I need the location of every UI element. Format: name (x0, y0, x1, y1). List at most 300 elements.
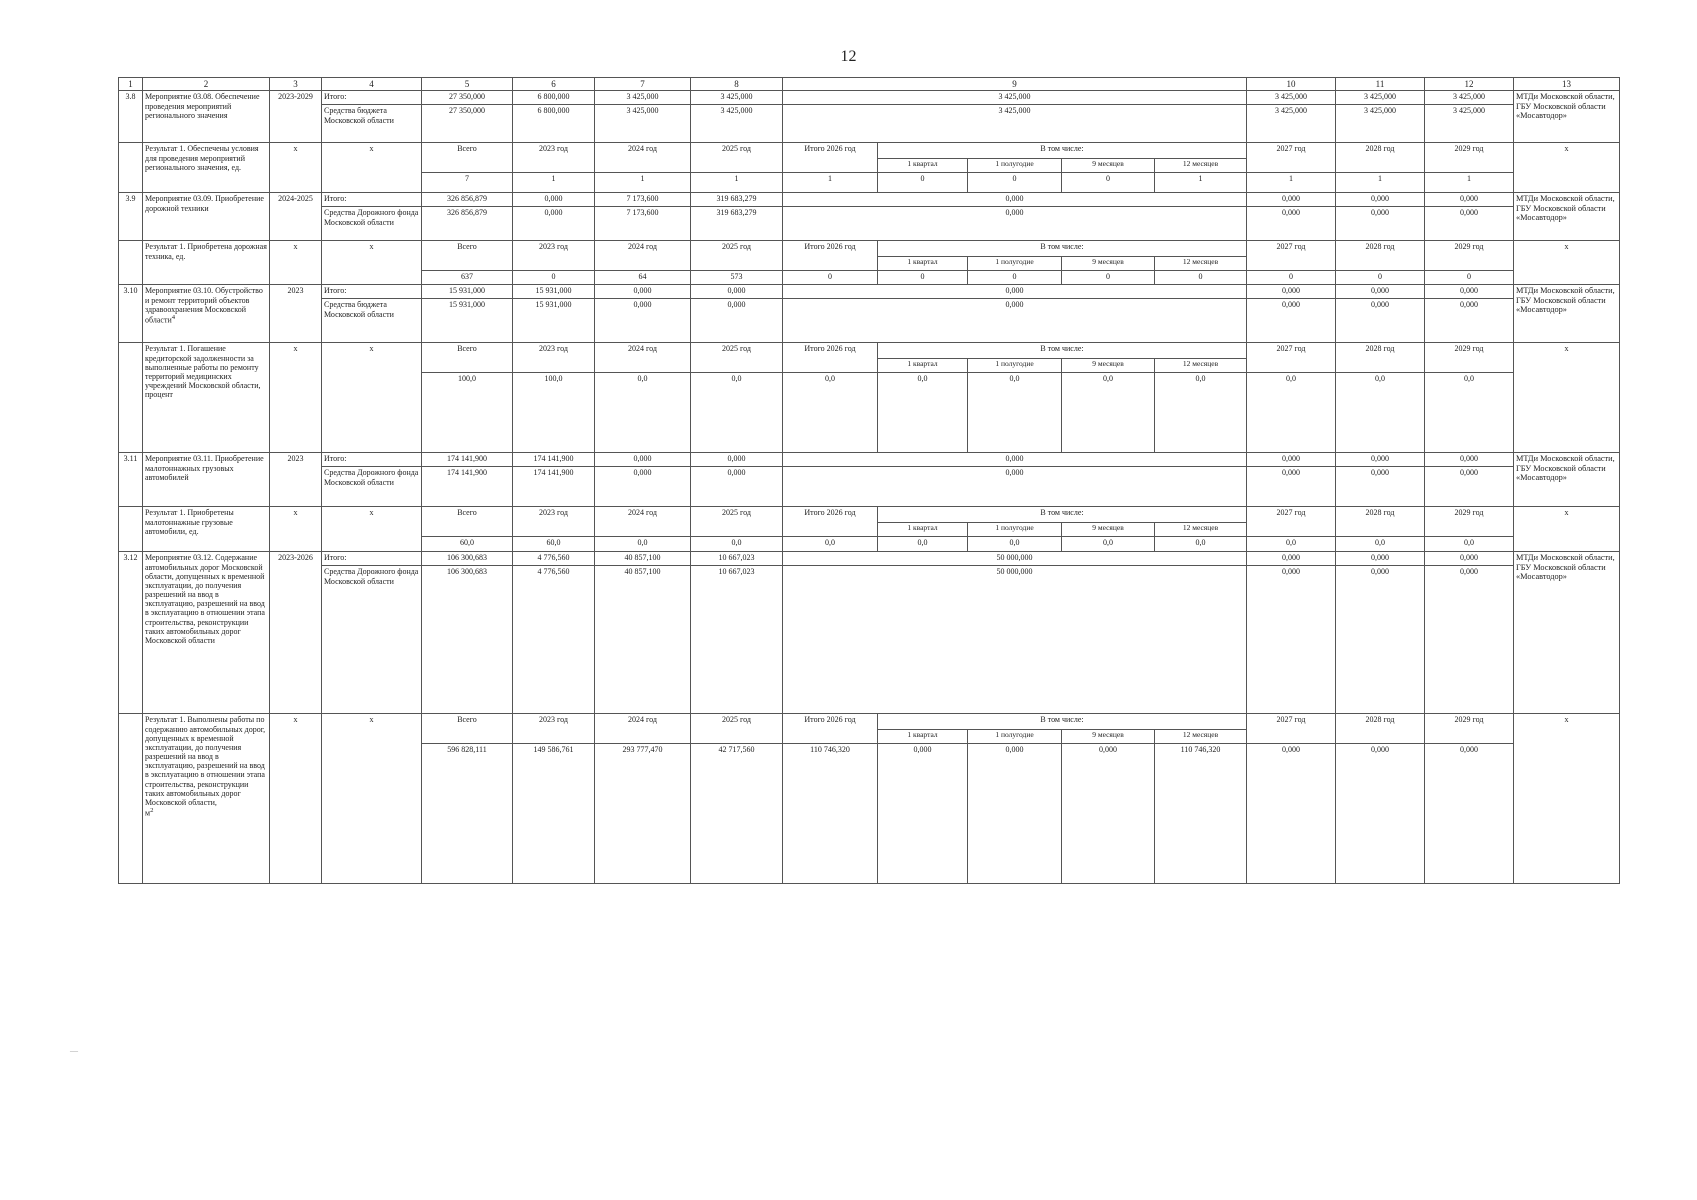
result-value: 0,0 (1247, 373, 1336, 453)
result-col-header: 2028 год (1336, 143, 1425, 173)
result-value: 573 (691, 271, 783, 285)
result-value: 1 (691, 173, 783, 193)
result-value: 110 746,320 (783, 744, 878, 884)
total-value: 7 173,600 (595, 193, 691, 207)
result-col-header: 2027 год (1247, 507, 1336, 537)
result-period-header: 1 полугодие (968, 159, 1062, 173)
result-value: 1 (783, 173, 878, 193)
source-value: 0,000 (1425, 207, 1514, 241)
total-value: 3 425,000 (595, 91, 691, 105)
result-col-header: 2028 год (1336, 507, 1425, 537)
executor: МТДи Московской области, ГБУ Московской области «Мосавтодор» (1514, 193, 1620, 241)
result-x: х (322, 343, 422, 453)
result-value: 100,0 (422, 373, 513, 453)
result-col-header: Всего (422, 714, 513, 744)
result-including-header: В том числе: (878, 714, 1247, 730)
total-value-2026: 3 425,000 (783, 91, 1247, 105)
result-x: х (322, 714, 422, 884)
total-value: 10 667,023 (691, 552, 783, 566)
measure-name (143, 285, 270, 343)
source-value: 0,000 (1425, 299, 1514, 343)
col-number: 6 (513, 78, 595, 91)
source-value: 15 931,000 (513, 299, 595, 343)
source-value: 0,000 (595, 467, 691, 507)
result-value: 0,0 (968, 373, 1062, 453)
result-x: х (322, 143, 422, 193)
result-value: 100,0 (513, 373, 595, 453)
result-period-header: 1 квартал (878, 359, 968, 373)
result-unit-sup: 2 (150, 807, 154, 815)
total-value: 0,000 (595, 453, 691, 467)
result-x: х (270, 507, 322, 552)
result-x: х (322, 507, 422, 552)
total-value: 0,000 (1336, 552, 1425, 566)
result-including-header: В том числе: (878, 507, 1247, 523)
result-col-header: 2029 год (1425, 343, 1514, 373)
total-value: 0,000 (513, 193, 595, 207)
result-value: 0 (878, 173, 968, 193)
result-value: 0,0 (1062, 373, 1155, 453)
result-value: 7 (422, 173, 513, 193)
result-period-header: 9 месяцев (1062, 159, 1155, 173)
result-period-header: 9 месяцев (1062, 730, 1155, 744)
result-value: 0 (783, 271, 878, 285)
measure-name-text: Мероприятие 03.09. Приобретение дорожной техники (145, 194, 264, 213)
executor: МТДи Московской области, ГБУ Московской области «Мосавтодор» (1514, 285, 1620, 343)
measure-period: 2023 (270, 453, 322, 507)
measure-period: 2023 (270, 285, 322, 343)
result-col-header: 2027 год (1247, 241, 1336, 271)
result-col-header: 2027 год (1247, 714, 1336, 744)
result-value: 1 (1155, 173, 1247, 193)
executor: МТДи Московской области, ГБУ Московской области «Мосавтодор» (1514, 453, 1620, 507)
result-period-header: 12 месяцев (1155, 159, 1247, 173)
result-col-header: 2029 год (1425, 714, 1514, 744)
measure-period: 2023-2029 (270, 91, 322, 143)
col-number: 13 (1514, 78, 1620, 91)
total-value: 0,000 (1425, 552, 1514, 566)
funding-source: Средства Дорожного фонда Московской области (322, 467, 422, 507)
measure-period: 2024-2025 (270, 193, 322, 241)
result-period-header: 1 квартал (878, 257, 968, 271)
source-value: 0,000 (513, 207, 595, 241)
result-name-text: Результат 1. Обеспечены условия для проведения мероприятий регионального значения, ед. (145, 144, 259, 172)
result-x: х (270, 143, 322, 193)
result-period-header: 1 полугодие (968, 359, 1062, 373)
result-value: 60,0 (513, 537, 595, 552)
result-col-header: 2023 год (513, 343, 595, 373)
funding-source: Средства Дорожного фонда Московской области (322, 207, 422, 241)
result-period-header: 1 полугодие (968, 523, 1062, 537)
measure-number: 3.8 (119, 91, 143, 143)
result-value: 637 (422, 271, 513, 285)
result-period-header: 12 месяцев (1155, 523, 1247, 537)
result-value: 0 (1247, 271, 1336, 285)
total-value: 0,000 (1425, 285, 1514, 299)
measure-total-row (119, 453, 1620, 467)
total-value: 0,000 (1247, 193, 1336, 207)
result-period-header: 1 полугодие (968, 730, 1062, 744)
result-unit: м (145, 808, 151, 818)
source-value: 0,000 (691, 299, 783, 343)
total-label: Итого: (322, 91, 422, 105)
result-x: х (270, 714, 322, 884)
measure-name-text: Мероприятие 03.08. Обеспечение проведения мероприятий регионального значения (145, 92, 260, 120)
result-col-header: 2029 год (1425, 143, 1514, 173)
total-label: Итого: (322, 285, 422, 299)
result-value: 1 (1247, 173, 1336, 193)
result-period-header: 9 месяцев (1062, 359, 1155, 373)
result-value: 0,0 (1336, 373, 1425, 453)
result-period-header: 12 месяцев (1155, 730, 1247, 744)
result-value: 596 828,111 (422, 744, 513, 884)
source-value: 27 350,000 (422, 105, 513, 143)
total-value: 0,000 (595, 285, 691, 299)
source-value: 106 300,683 (422, 566, 513, 714)
result-value: 1 (1425, 173, 1514, 193)
source-value: 3 425,000 (1425, 105, 1514, 143)
source-value: 0,000 (1336, 299, 1425, 343)
result-col-header: 2024 год (595, 143, 691, 173)
result-period-header: 9 месяцев (1062, 257, 1155, 271)
source-value: 4 776,560 (513, 566, 595, 714)
measure-source-row (119, 207, 1620, 241)
funding-source: Средства Дорожного фонда Московской области (322, 566, 422, 714)
col-number: 11 (1336, 78, 1425, 91)
result-col-header: Всего (422, 241, 513, 271)
result-name (143, 714, 270, 884)
total-value: 0,000 (1336, 453, 1425, 467)
result-x: х (1514, 714, 1620, 884)
result-value: 0,0 (783, 373, 878, 453)
measure-total-row (119, 552, 1620, 566)
total-value: 4 776,560 (513, 552, 595, 566)
source-value-2026: 0,000 (783, 299, 1247, 343)
total-value: 3 425,000 (1425, 91, 1514, 105)
result-col-header: 2023 год (513, 507, 595, 537)
result-value: 0 (513, 271, 595, 285)
source-value: 3 425,000 (691, 105, 783, 143)
result-col-header: 2023 год (513, 143, 595, 173)
total-value: 0,000 (1247, 285, 1336, 299)
result-col-header: 2025 год (691, 143, 783, 173)
source-value: 0,000 (595, 299, 691, 343)
result-col-header: 2028 год (1336, 241, 1425, 271)
result-x: х (322, 241, 422, 285)
result-value: 0,0 (691, 537, 783, 552)
result-period-header: 1 квартал (878, 730, 968, 744)
source-value: 0,000 (1336, 467, 1425, 507)
total-label: Итого: (322, 453, 422, 467)
measure-source-row (119, 105, 1620, 143)
measure-total-row (119, 285, 1620, 299)
col-number: 3 (270, 78, 322, 91)
result-value: 0 (878, 271, 968, 285)
column-number-row (119, 78, 1620, 91)
total-value-2026: 50 000,000 (783, 552, 1247, 566)
total-value: 0,000 (691, 285, 783, 299)
result-col-header: 2028 год (1336, 714, 1425, 744)
source-value: 3 425,000 (1336, 105, 1425, 143)
result-col-header: 2025 год (691, 241, 783, 271)
result-x: х (1514, 343, 1620, 453)
result-col-header: 2029 год (1425, 241, 1514, 271)
result-including-header: В том числе: (878, 343, 1247, 359)
result-col-header: Итого 2026 год (783, 714, 878, 744)
source-value-2026: 50 000,000 (783, 566, 1247, 714)
result-x: х (1514, 241, 1620, 285)
result-period-header: 12 месяцев (1155, 359, 1247, 373)
total-value: 0,000 (1247, 552, 1336, 566)
result-header-row (119, 507, 1620, 523)
result-col-header: 2027 год (1247, 143, 1336, 173)
measure-name (143, 552, 270, 714)
result-col-header: 2025 год (691, 507, 783, 537)
funding-source: Средства бюджета Московской области (322, 299, 422, 343)
result-period-header: 12 месяцев (1155, 257, 1247, 271)
total-value: 15 931,000 (422, 285, 513, 299)
result-header-row (119, 343, 1620, 359)
measure-name-text: Мероприятие 03.12. Содержание автомобильных дорог Московской области, допущенных к временной эксплуатации, до получения разрешений на ввод в эксплуатацию, разрешений на ввод в эксплуатацию в отношении этапа строительства, реконструкции таких автомобильных дорог Московской области (145, 553, 265, 646)
result-col-header: 2029 год (1425, 507, 1514, 537)
total-value: 40 857,100 (595, 552, 691, 566)
result-name (143, 343, 270, 453)
result-value: 0,000 (878, 744, 968, 884)
result-name-text: Результат 1. Приобретена дорожная техника, ед. (145, 242, 267, 261)
result-spacer (119, 507, 143, 552)
result-col-header: Итого 2026 год (783, 343, 878, 373)
result-value: 0,0 (1425, 373, 1514, 453)
total-value-2026: 0,000 (783, 193, 1247, 207)
result-value: 0,0 (595, 373, 691, 453)
result-period-header: 9 месяцев (1062, 523, 1155, 537)
result-including-header: В том числе: (878, 241, 1247, 257)
program-table (118, 77, 1620, 884)
col-number: 8 (691, 78, 783, 91)
result-col-header: Всего (422, 507, 513, 537)
measure-name (143, 91, 270, 143)
total-value: 174 141,900 (513, 453, 595, 467)
measure-source-row (119, 566, 1620, 714)
result-value: 0 (1062, 271, 1155, 285)
result-col-header: Итого 2026 год (783, 241, 878, 271)
result-value: 0,0 (878, 537, 968, 552)
executor: МТДи Московской области, ГБУ Московской области «Мосавтодор» (1514, 552, 1620, 714)
executor: МТДи Московской области, ГБУ Московской области «Мосавтодор» (1514, 91, 1620, 143)
result-x: х (1514, 143, 1620, 193)
scan-mark: — (70, 1046, 78, 1055)
result-col-header: 2025 год (691, 714, 783, 744)
result-value: 1 (1336, 173, 1425, 193)
measure-total-row (119, 193, 1620, 207)
result-header-row (119, 714, 1620, 730)
result-header-row (119, 143, 1620, 159)
total-value-2026: 0,000 (783, 453, 1247, 467)
result-value: 0 (1425, 271, 1514, 285)
result-period-header: 1 квартал (878, 523, 968, 537)
result-value: 64 (595, 271, 691, 285)
source-value: 3 425,000 (1247, 105, 1336, 143)
col-number: 7 (595, 78, 691, 91)
page-number: 12 (840, 48, 857, 65)
source-value: 0,000 (1247, 566, 1336, 714)
result-col-header: 2025 год (691, 343, 783, 373)
result-spacer (119, 343, 143, 453)
total-value: 326 856,879 (422, 193, 513, 207)
result-value: 0,000 (968, 744, 1062, 884)
source-value: 0,000 (1247, 467, 1336, 507)
result-name (143, 143, 270, 193)
result-col-header: Всего (422, 143, 513, 173)
total-value: 0,000 (691, 453, 783, 467)
col-number: 4 (322, 78, 422, 91)
total-value: 3 425,000 (1336, 91, 1425, 105)
col-number: 1 (119, 78, 143, 91)
result-value: 0 (968, 173, 1062, 193)
result-value: 42 717,560 (691, 744, 783, 884)
source-value: 0,000 (1247, 207, 1336, 241)
result-spacer (119, 714, 143, 884)
result-value: 0,0 (1062, 537, 1155, 552)
measure-number: 3.9 (119, 193, 143, 241)
result-col-header: Всего (422, 343, 513, 373)
source-value-2026: 3 425,000 (783, 105, 1247, 143)
measure-name (143, 193, 270, 241)
measure-number: 3.12 (119, 552, 143, 714)
source-value: 40 857,100 (595, 566, 691, 714)
total-value: 27 350,000 (422, 91, 513, 105)
total-value: 0,000 (1425, 193, 1514, 207)
footnote-mark: 4 (171, 313, 176, 321)
total-value: 0,000 (1425, 453, 1514, 467)
result-col-header: 2023 год (513, 714, 595, 744)
result-period-header: 1 квартал (878, 159, 968, 173)
total-label: Итого: (322, 193, 422, 207)
result-value: 0 (1336, 271, 1425, 285)
result-value: 0 (968, 271, 1062, 285)
result-value: 1 (595, 173, 691, 193)
measure-source-row (119, 467, 1620, 507)
col-number: 9 (783, 78, 1247, 91)
source-value: 6 800,000 (513, 105, 595, 143)
result-col-header: 2024 год (595, 241, 691, 271)
measure-total-row (119, 91, 1620, 105)
source-value-2026: 0,000 (783, 467, 1247, 507)
measure-period: 2023-2026 (270, 552, 322, 714)
col-number: 10 (1247, 78, 1336, 91)
result-value: 0,0 (783, 537, 878, 552)
source-value: 0,000 (1336, 566, 1425, 714)
result-name-text: Результат 1. Выполнены работы по содержанию автомобильных дорог, допущенных к временной эксплуатации, до получения разрешений на ввод в эксплуатацию, разрешений на ввод в эксплуатацию в отношении этапа строительства, реконструкции таких автомобильных дорог Московской области, (145, 715, 266, 808)
measure-name-text: Мероприятие 03.11. Приобретение малотоннажных грузовых автомобилей (145, 454, 264, 482)
source-value: 15 931,000 (422, 299, 513, 343)
result-value: 0,0 (691, 373, 783, 453)
measure-name (143, 453, 270, 507)
source-value: 0,000 (1425, 566, 1514, 714)
result-value: 0 (1062, 173, 1155, 193)
result-x: х (270, 343, 322, 453)
total-value: 0,000 (1247, 453, 1336, 467)
result-including-header: В том числе: (878, 143, 1247, 159)
result-value: 0,0 (1247, 537, 1336, 552)
measure-name-text: Мероприятие 03.10. Обустройство и ремонт территорий объектов здравоохранения Московской области (145, 286, 263, 325)
result-col-header: 2027 год (1247, 343, 1336, 373)
result-col-header: 2024 год (595, 507, 691, 537)
result-value: 0,0 (1155, 537, 1247, 552)
result-value: 0,000 (1062, 744, 1155, 884)
result-value: 1 (513, 173, 595, 193)
total-value: 6 800,000 (513, 91, 595, 105)
result-value: 0,0 (1425, 537, 1514, 552)
result-col-header: 2023 год (513, 241, 595, 271)
measure-number: 3.11 (119, 453, 143, 507)
source-value: 10 667,023 (691, 566, 783, 714)
result-x: х (1514, 507, 1620, 552)
result-col-header: Итого 2026 год (783, 143, 878, 173)
result-col-header: 2024 год (595, 343, 691, 373)
total-value: 319 683,279 (691, 193, 783, 207)
source-value: 0,000 (1336, 207, 1425, 241)
result-value: 0,0 (1336, 537, 1425, 552)
result-spacer (119, 241, 143, 285)
source-value: 0,000 (691, 467, 783, 507)
source-value: 0,000 (1425, 467, 1514, 507)
measure-number: 3.10 (119, 285, 143, 343)
total-value: 106 300,683 (422, 552, 513, 566)
result-value: 0,0 (878, 373, 968, 453)
result-spacer (119, 143, 143, 193)
source-value: 3 425,000 (595, 105, 691, 143)
source-value: 7 173,600 (595, 207, 691, 241)
total-value: 3 425,000 (1247, 91, 1336, 105)
total-label: Итого: (322, 552, 422, 566)
result-value: 0,000 (1247, 744, 1336, 884)
result-value: 293 777,470 (595, 744, 691, 884)
source-value: 319 683,279 (691, 207, 783, 241)
col-number: 12 (1425, 78, 1514, 91)
result-x: х (270, 241, 322, 285)
source-value: 326 856,879 (422, 207, 513, 241)
result-value: 60,0 (422, 537, 513, 552)
total-value: 0,000 (1336, 285, 1425, 299)
result-value: 0,000 (1425, 744, 1514, 884)
result-value: 0,0 (595, 537, 691, 552)
result-col-header: Итого 2026 год (783, 507, 878, 537)
result-header-row (119, 241, 1620, 257)
result-value: 149 586,761 (513, 744, 595, 884)
funding-source: Средства бюджета Московской области (322, 105, 422, 143)
result-value: 0 (1155, 271, 1247, 285)
col-number: 5 (422, 78, 513, 91)
result-period-header: 1 полугодие (968, 257, 1062, 271)
source-value: 174 141,900 (513, 467, 595, 507)
result-name-text: Результат 1. Погашение кредиторской задолженности за выполненные работы по ремонту территорий медицинских учреждений Московской области, процент (145, 344, 261, 400)
result-name (143, 241, 270, 285)
result-name-text: Результат 1. Приобретены малотоннажные грузовые автомобили, ед. (145, 508, 234, 536)
total-value: 0,000 (1336, 193, 1425, 207)
source-value: 174 141,900 (422, 467, 513, 507)
total-value: 3 425,000 (691, 91, 783, 105)
total-value: 15 931,000 (513, 285, 595, 299)
measure-source-row (119, 299, 1620, 343)
total-value-2026: 0,000 (783, 285, 1247, 299)
source-value: 0,000 (1247, 299, 1336, 343)
result-value: 0,0 (1155, 373, 1247, 453)
result-name (143, 507, 270, 552)
source-value-2026: 0,000 (783, 207, 1247, 241)
total-value: 174 141,900 (422, 453, 513, 467)
result-value: 0,0 (968, 537, 1062, 552)
